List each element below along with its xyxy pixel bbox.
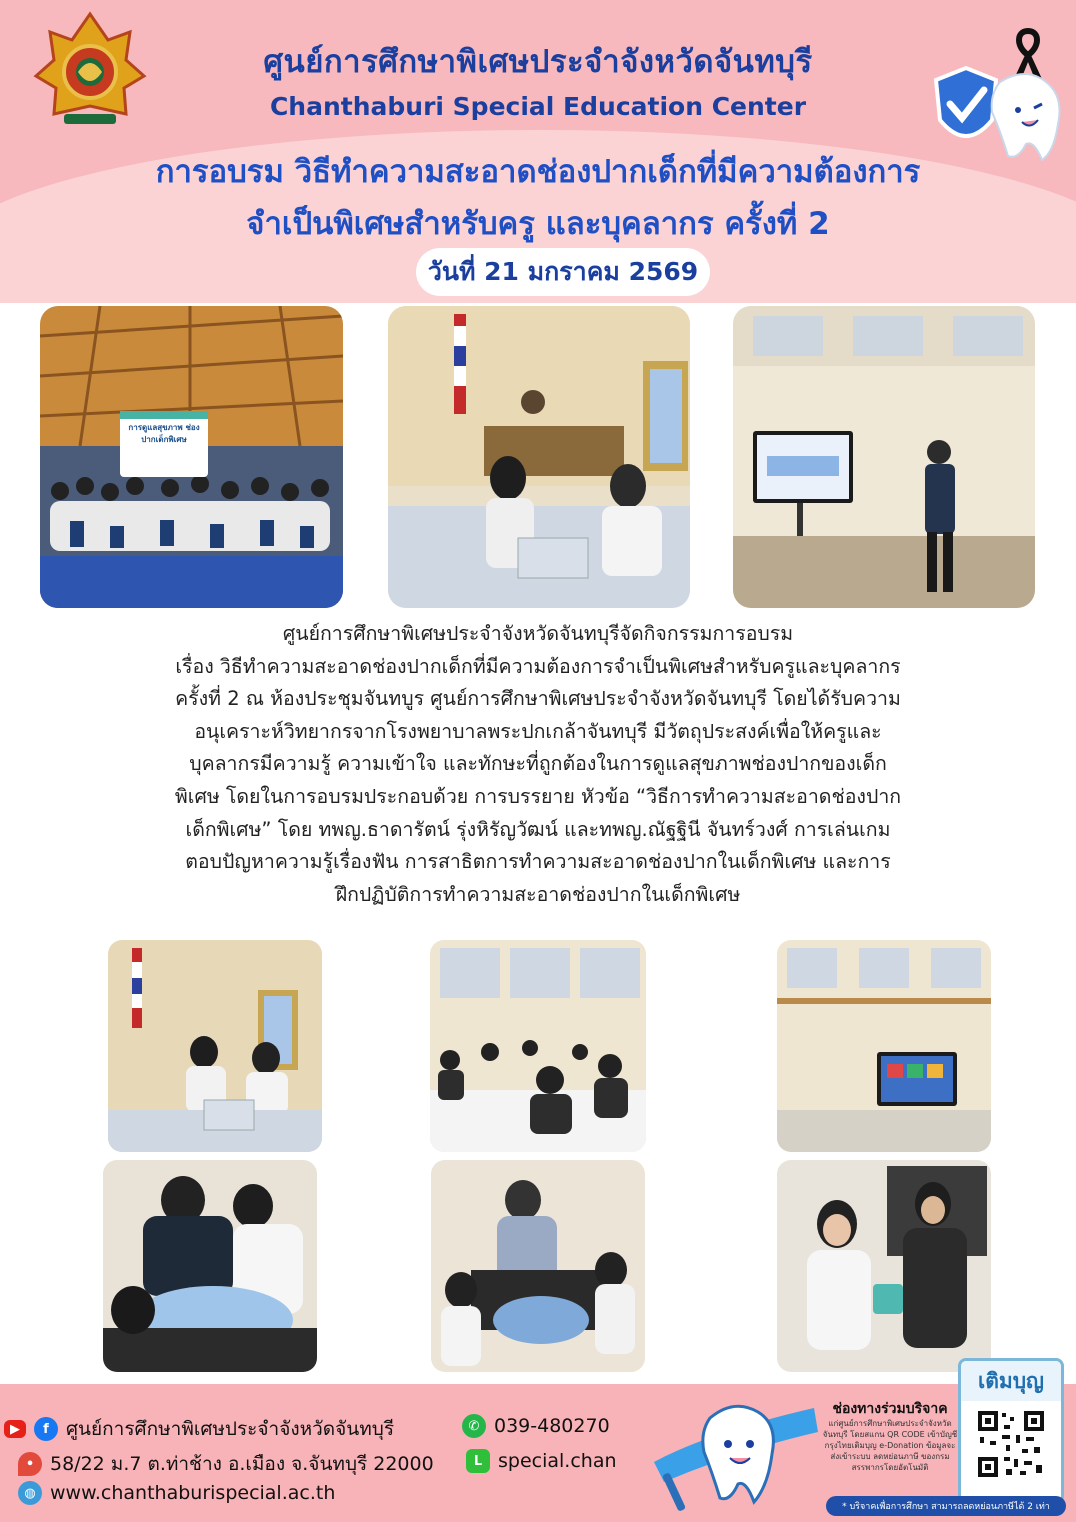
line-app-icon: L bbox=[466, 1449, 490, 1473]
website-link[interactable]: www.chanthaburispecial.ac.th bbox=[50, 1482, 336, 1504]
photo-speakers-demo bbox=[108, 940, 322, 1152]
description-line: อนุเคราะห์วิทยากรจากโรงพยาบาลพระปกเกล้าจันทบุรี มีวัตถุประสงค์เพื่อให้ครูและ bbox=[194, 719, 882, 743]
phone-number[interactable]: 039-480270 bbox=[494, 1415, 610, 1437]
photo-practice-cleaning-2 bbox=[431, 1160, 645, 1372]
description-line: เด็กพิเศษ” โดย ทพญ.ธาดารัตน์ รุ่งหิรัญวัฒน์ และทพญ.ณัฐฐินี จันทร์วงศ์ การเล่นเกม bbox=[185, 817, 891, 841]
photo-audience-seated bbox=[430, 940, 646, 1152]
header-banner bbox=[0, 0, 1076, 303]
description-line: ฝึกปฏิบัติการทำความสะอาดช่องปากในเด็กพิเศษ bbox=[335, 882, 741, 906]
youtube-icon: ▶ bbox=[4, 1420, 26, 1438]
globe-icon: ◍ bbox=[18, 1481, 42, 1505]
photo-speakers-table bbox=[388, 306, 690, 608]
description-line: เรื่อง วิธีทำความสะอาดช่องปากเด็กที่มีความต้องการจำเป็นพิเศษสำหรับครูและบุคลากร bbox=[175, 654, 901, 678]
photo-prize-handover bbox=[777, 1160, 991, 1372]
photo-practice-cleaning-1 bbox=[103, 1160, 317, 1372]
org-name-english: Chanthaburi Special Education Center bbox=[269, 92, 807, 121]
description-line: พิเศษ โดยในการอบรมประกอบด้วย การบรรยาย หัวข้อ “วิธีการทำความสะอาดช่องปาก bbox=[174, 784, 902, 808]
event-date: วันที่ 21 มกราคม 2569 bbox=[416, 248, 710, 296]
map-pin-icon: • bbox=[18, 1452, 42, 1476]
description-line: ตอบปัญหาความรู้เรื่องฟัน การสาธิตการทำความสะอาดช่องปากในเด็กพิเศษ และการ bbox=[185, 850, 891, 874]
donation-title: ช่องทางร่วมบริจาค bbox=[832, 1401, 948, 1417]
line-id[interactable]: special.chan bbox=[498, 1450, 617, 1472]
donation-brand: เติมบุญ bbox=[961, 1361, 1061, 1401]
screen-slide-title: การดูแลสุขภาพ ช่องปากเด็กพิเศษ bbox=[128, 423, 200, 444]
footer-line-row[interactable] bbox=[466, 1449, 617, 1473]
footer-address-row bbox=[18, 1449, 434, 1479]
phone-icon: ✆ bbox=[462, 1414, 486, 1438]
facebook-icon: f bbox=[34, 1417, 58, 1441]
facebook-page-name: ศูนย์การศึกษาพิเศษประจำจังหวัดจันทบุรี bbox=[66, 1418, 395, 1440]
photo-lecturer-screen bbox=[733, 306, 1035, 608]
donation-qr-card[interactable] bbox=[958, 1358, 1064, 1504]
address-text: 58/22 ม.7 ต.ท่าช้าง อ.เมือง จ.จันทบุรี 22000 bbox=[50, 1453, 434, 1475]
description-line: บุคลากรมีความรู้ ความเข้าใจ และทักษะที่ถูกต้องในการดูแลสุขภาพช่องปากของเด็ก bbox=[189, 752, 887, 776]
footer-facebook-row[interactable] bbox=[4, 1414, 394, 1444]
event-title-line-2: จำเป็นพิเศษสำหรับครู และบุคลากร ครั้งที่ 2 bbox=[246, 206, 830, 242]
activity-description bbox=[40, 618, 1036, 911]
tax-deduction-note: * บริจาคเพื่อการศึกษา สามารถลดหย่อนภาษีได้ 2 เท่า bbox=[826, 1496, 1066, 1516]
footer-phone-row[interactable] bbox=[462, 1414, 610, 1438]
qr-code-icon[interactable] bbox=[976, 1409, 1046, 1479]
org-name-thai: ศูนย์การศึกษาพิเศษประจำจังหวัดจันทบุรี bbox=[263, 44, 813, 80]
description-line: ศูนย์การศึกษาพิเศษประจำจังหวัดจันทบุรีจัดกิจกรรมการอบรม bbox=[282, 622, 794, 645]
donation-text: แก่ศูนย์การศึกษาพิเศษประจำจังหวัดจันทบุรี โดยสแกน QR CODE เข้าบัญชี กรุงไทยเติมบุญ e-Donation ข้อมูลจะส่งเข้าระบบ ลดหย่อนภาษี ของกรมสรรพากรโดยอัตโนมัติ bbox=[822, 1419, 958, 1472]
photo-game-screen bbox=[777, 940, 991, 1152]
event-title-line-1: การอบรม วิธีทำความสะอาดช่องปากเด็กที่มีความต้องการ bbox=[155, 154, 921, 190]
photo-group-gym bbox=[40, 306, 343, 608]
footer-website-row[interactable] bbox=[18, 1481, 335, 1505]
description-line: ครั้งที่ 2 ณ ห้องประชุมจันทบูร ศูนย์การศึกษาพิเศษประจำจังหวัดจันทบุรี โดยได้รับความ bbox=[175, 687, 901, 711]
tooth-toothbrush-mascot-icon bbox=[650, 1392, 818, 1518]
